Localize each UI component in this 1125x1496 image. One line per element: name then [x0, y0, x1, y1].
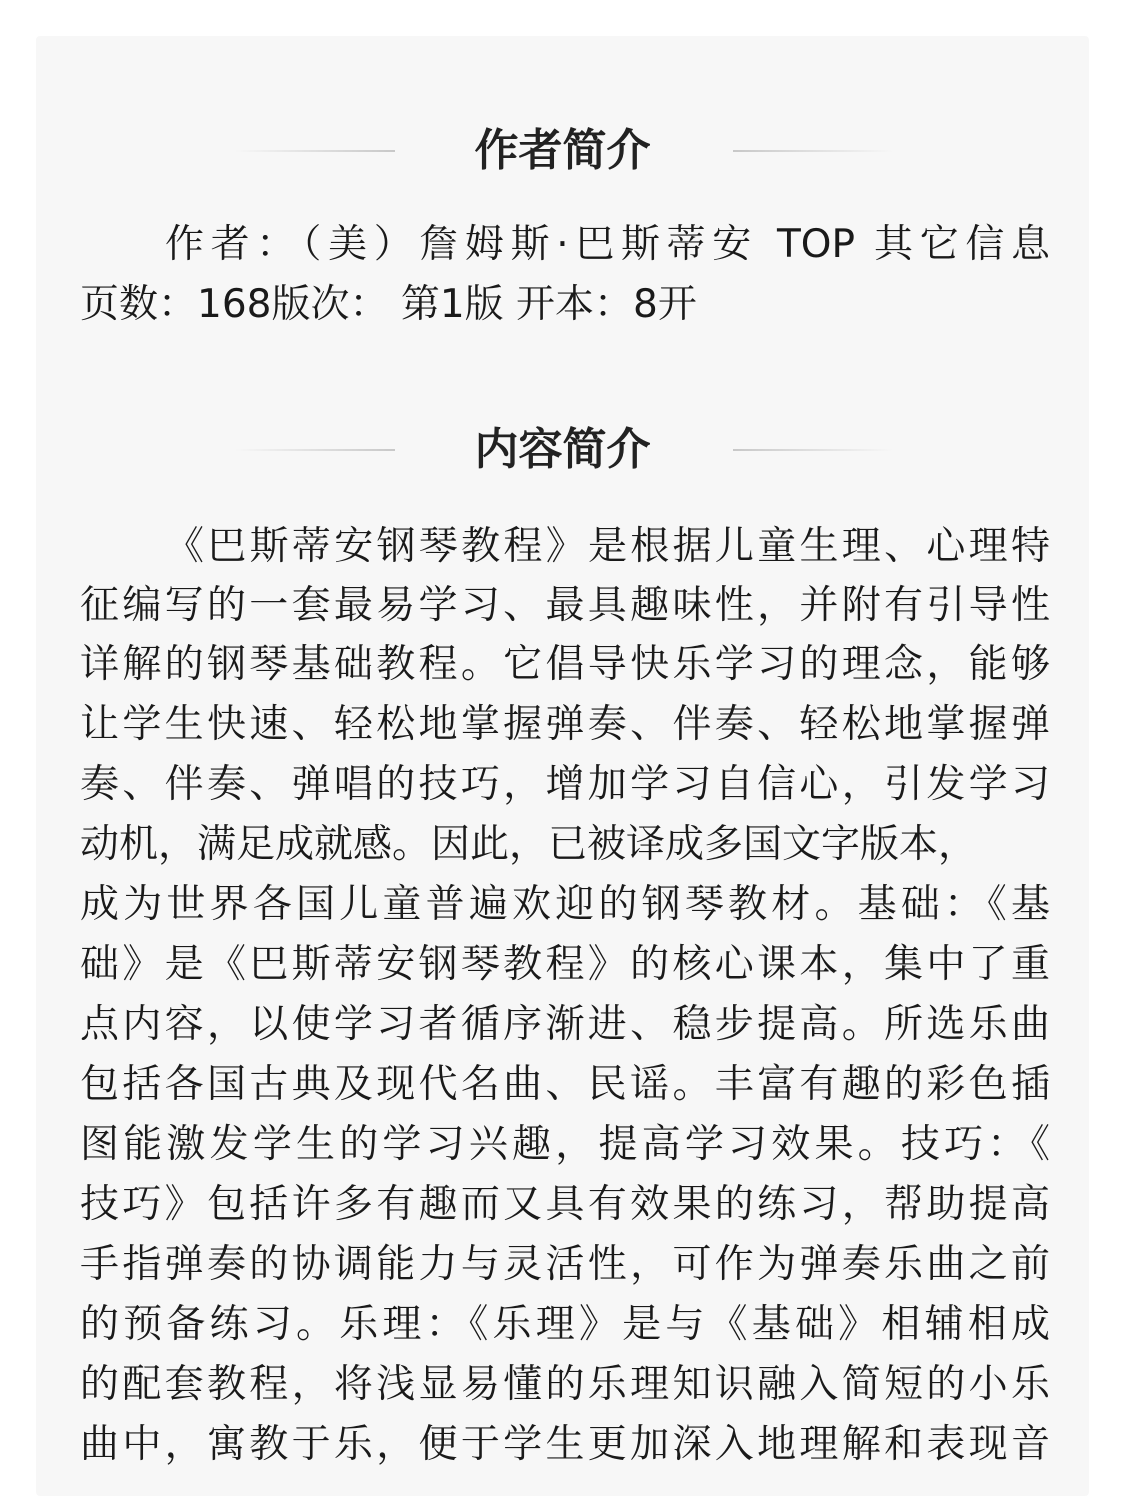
paragraph-line: 详解的钢琴基础教程。它倡导快乐学习的理念，能够 — [80, 642, 1050, 687]
paragraph-line: 成为世界各国儿童普遍欢迎的钢琴教材。基础：《基 — [80, 882, 1050, 927]
paragraph-line: 征编写的一套最易学习、最具趣味性，并附有引导性 — [80, 583, 1050, 628]
author-info-line: 作者：（美）詹姆斯·巴斯蒂安 TOP 其它信息 — [165, 222, 1050, 267]
paragraph-line: 的预备练习。乐理：《乐理》是与《基础》相辅相成 — [80, 1302, 1050, 1347]
paragraph-line: 《巴斯蒂安钢琴教程》是根据儿童生理、心理特 — [165, 524, 1050, 569]
paragraph-line: 曲中，寓教于乐，便于学生更加深入地理解和表现音 — [80, 1422, 1050, 1467]
paragraph-line: 点内容，以使学习者循序渐进、稳步提高。所选乐曲 — [80, 1002, 1050, 1047]
heading-divider-right — [733, 150, 893, 152]
author-section-title: 作者简介 — [474, 125, 651, 176]
paragraph-line: 础》是《巴斯蒂安钢琴教程》的核心课本，集中了重 — [80, 942, 1050, 987]
paragraph-line: 技巧》包括许多有趣而又具有效果的练习，帮助提高 — [80, 1182, 1050, 1227]
paragraph-line: 包括各国古典及现代名曲、民谣。丰富有趣的彩色插 — [80, 1062, 1050, 1107]
paragraph-line: 动机，满足成就感。因此，已被译成多国文字版本， — [80, 822, 978, 867]
paragraph-line: 手指弹奏的协调能力与灵活性，可作为弹奏乐曲之前 — [80, 1242, 1050, 1287]
paragraph-line: 奏、伴奏、弹唱的技巧，增加学习自信心，引发学习 — [80, 762, 1050, 807]
heading-divider-right — [733, 449, 893, 451]
paragraph-line: 图能激发学生的学习兴趣，提高学习效果。技巧：《 — [80, 1122, 1050, 1167]
paragraph-line: 的配套教程，将浅显易懂的乐理知识融入简短的小乐 — [80, 1362, 1050, 1407]
paragraph-line: 让学生快速、轻松地掌握弹奏、伴奏、轻松地掌握弹 — [80, 702, 1050, 747]
content-section-title: 内容简介 — [474, 424, 651, 475]
book-info-line: 页数：168版次： 第1版 开本：8开 — [80, 282, 697, 327]
